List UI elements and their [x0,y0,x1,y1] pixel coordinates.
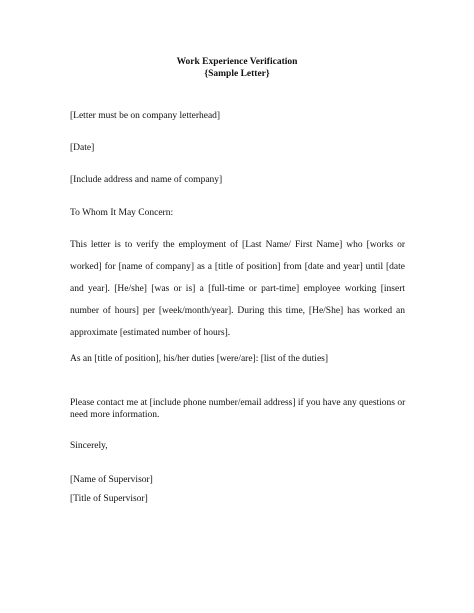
salutation: To Whom It May Concern: [70,208,174,218]
closing: Sincerely, [70,441,108,451]
supervisor-name: [Name of Supervisor] [70,475,153,485]
contact-paragraph-line: need more information. [70,410,160,420]
contact-paragraph [70,397,405,421]
date-placeholder: [Date] [70,143,95,153]
duties-line: As an [title of position], his/her duties [were/are]: [list of the duties] [70,354,329,364]
body-paragraph [70,234,405,344]
supervisor-title: [Title of Supervisor] [70,494,148,504]
company-address: [Include address and name of company] [70,175,223,185]
document-title: Work Experience Verification [176,57,298,67]
document-subtitle: {Sample Letter} [204,69,270,79]
body-paragraph-line: worked] for [name of company] as a [title of position] from [date and year] until [date [70,262,405,272]
body-paragraph-line: approximate [estimated number of hours]. [70,328,231,338]
body-paragraph-line: and year]. [He/she] [was or is] a [full-time or part-time] employee working [insert [70,284,405,294]
contact-paragraph-line: Please contact me at [include phone number/email address] if you have any questions or [70,398,406,408]
letterhead-note: [Letter must be on company letterhead] [70,111,221,121]
body-paragraph-line: number of hours] per [week/month/year]. During this time, [He/She] has worked an [70,306,405,316]
body-paragraph-line: This letter is to verify the employment of [Last Name/ First Name] who [works or [70,240,405,250]
